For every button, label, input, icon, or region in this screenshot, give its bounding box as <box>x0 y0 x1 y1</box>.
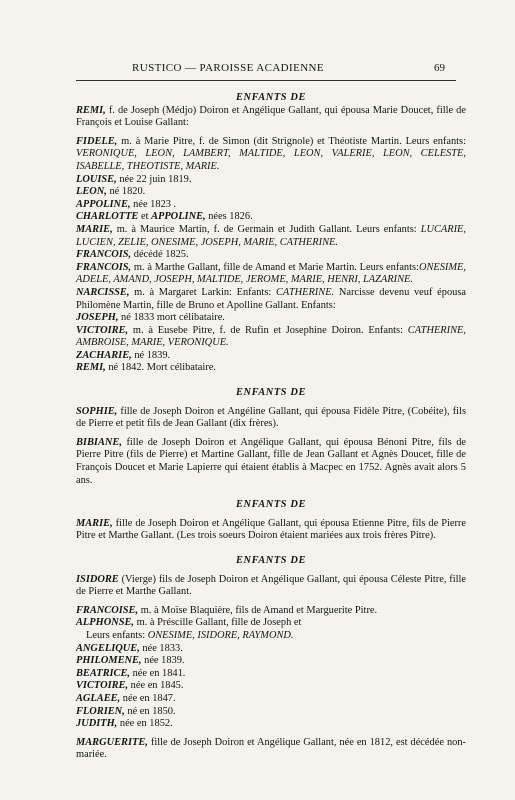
entry-text: fille de Joseph Doiron et Angélique Gallant, qui épousa Bénoni Pitre, fils de Pierre Pitre (fils de Pierre) et Martine Gallant, fille de Jean Gallant et Agnès Doucet, fille de François Doucet et Marie Lapierre qui étaient établis à Macpec en 1752. Agnès avait alors 5 ans. <box>76 436 466 486</box>
entry-name: VICTOIRE, <box>76 680 129 692</box>
entry-marie <box>76 224 466 249</box>
entry-philomene <box>76 655 466 668</box>
entry-name: REMI, <box>76 362 106 374</box>
spacer <box>76 375 466 387</box>
entry-name: CHARLOTTE <box>76 211 139 223</box>
entry-text: né en 1850. <box>124 705 176 717</box>
entry-marie-2 <box>76 518 466 543</box>
entry-name: APPOLINE, <box>151 211 206 223</box>
entry-text: et <box>138 211 152 223</box>
entry-fidele <box>76 136 466 174</box>
entry-text: née en 1847. <box>120 692 176 704</box>
entry-marguerite <box>76 737 466 762</box>
entry-text: m. à Maurice Martin, f. de Germain et Judith Gallant. Leurs enfants: <box>112 223 421 235</box>
entry-name: ZACHARIE, <box>76 349 132 361</box>
entry-text: né 1833 mort célibataire. <box>118 312 225 324</box>
entry-victoire <box>76 325 466 350</box>
entry-text: née en 1845. <box>128 680 184 692</box>
header-rule <box>76 80 456 81</box>
children-list: CATHERINE, AMBROISE, MARIE, VERONIQUE. <box>76 324 466 349</box>
running-title: RUSTICO — PAROISSE ACADIENNE <box>132 62 325 74</box>
section-heading: ENFANTS DE <box>235 499 306 511</box>
section-heading: ENFANTS DE <box>235 92 306 103</box>
entry-alphonse-children <box>76 630 466 643</box>
entry-text: (Vierge) fils de Joseph Doiron et Angélique Gallant, qui épousa Céleste Pitre, fille de Pierre et Marthe Gallant. <box>76 573 466 598</box>
entry-text: m. à Margaret Larkin: Enfants: <box>129 286 276 298</box>
entry-text: née en 1852. <box>117 718 173 730</box>
entry-leon <box>76 186 466 199</box>
spacer <box>76 543 466 555</box>
entry-francois-2 <box>76 262 466 287</box>
entry-name: ISIDORE <box>76 573 119 585</box>
entry-bibiane <box>76 437 466 487</box>
entry-name: NARCISSE, <box>76 286 130 298</box>
children-list: VERONIQUE, LEON, LAMBERT, MALTIDE, LEON, VALERIE, LEON, CELESTE, ISABELLE, THEOTISTE, MARIE. <box>76 148 466 172</box>
entry-judith <box>76 718 466 731</box>
entry-name: VICTOIRE, <box>76 324 129 336</box>
entry-francoise <box>76 605 466 618</box>
entry-text: m. à Marthe Gallant, fille de Amand et Marie Martin. Leurs enfants: <box>131 261 419 273</box>
entry-text: né 1839. <box>131 349 171 361</box>
entry-name: REMI, <box>76 104 106 116</box>
entry-remi <box>76 105 466 130</box>
entry-isidore <box>76 574 466 599</box>
entry-beatrice <box>76 668 466 681</box>
entry-name: LOUISE, <box>76 173 117 185</box>
entry-text: m. à Préscille Gallant, fille de Joseph et <box>134 617 302 629</box>
entry-text: née en 1841. <box>130 667 186 679</box>
entry-name: APPOLINE, <box>76 198 131 210</box>
entry-text: fille de Joseph Doiron et Angélique Gallant, qui épousa Etienne Pitre, fils de Pierre Pitre et Marthe Gallant. (Les trois soeurs Doiron étaient mariées aux trois frères Pitre). <box>76 517 466 542</box>
page-body <box>76 92 466 762</box>
entry-aglaee <box>76 693 466 706</box>
entry-text: Leurs enfants: <box>86 629 148 641</box>
entry-name: FRANCOISE, <box>76 604 139 616</box>
entry-name: JUDITH, <box>76 718 118 730</box>
entry-text: née 1823 . <box>130 198 177 210</box>
entry-name: FIDELE, <box>76 135 118 147</box>
entry-louise <box>76 174 466 187</box>
entry-text: m. à Marie Pitre, f. de Simon (dit Strignole) et Théotiste Martin. Leurs enfants: <box>117 135 466 147</box>
entry-name: MARIE, <box>76 517 113 529</box>
entry-name: JOSEPH, <box>76 312 119 324</box>
section-heading: ENFANTS DE <box>235 387 306 399</box>
entry-victoire-2 <box>76 680 466 693</box>
page-number: 69 <box>434 62 445 74</box>
entry-charlotte <box>76 211 466 224</box>
entry-name: MARIE, <box>76 223 113 235</box>
entry-name: SOPHIE, <box>76 405 118 417</box>
entry-text: Narcisse devenu veuf épousa Philomène Martin, fille de Bruno et Apolline Gallant. Enfants: <box>76 286 466 311</box>
children-list: ONESIME, ADELE, AMAND, JOSEPH, MALTIDE, JEROME, MARIE, HENRI, LAZARINE. <box>76 261 466 286</box>
entry-text: né 1842. Mort célibataire. <box>105 362 216 374</box>
entry-name: FRANCOIS, <box>76 261 132 273</box>
section-heading: ENFANTS DE <box>235 555 306 566</box>
entry-appoline <box>76 199 466 212</box>
entry-francois-1 <box>76 249 466 262</box>
entry-text: nées 1826. <box>205 211 253 223</box>
entry-name: ANGELIQUE, <box>76 642 140 654</box>
entry-angelique <box>76 643 466 656</box>
entry-zacharie <box>76 350 466 363</box>
entry-text: née 1833. <box>139 642 183 654</box>
children-list: LUCARIE, LUCIEN, ZELIE, ONESIME, JOSEPH, MARIE, CATHERINE. <box>76 223 466 248</box>
entry-name: BEATRICE, <box>76 667 130 679</box>
entry-narcisse <box>76 287 466 312</box>
entry-joseph <box>76 312 466 325</box>
entry-text: f. de Joseph (Médjo) Doiron et Angélique Gallant, qui épousa Marie Doucet, fille de François et Louise Gallant: <box>76 104 466 129</box>
running-header <box>0 62 515 76</box>
entry-text: décédé 1825. <box>131 249 189 261</box>
entry-name: FRANCOIS, <box>76 249 132 261</box>
entry-alphonse <box>76 617 466 630</box>
entry-text: fille de Joseph Doiron et Angéline Gallant, qui épousa Fidèle Pitre, (Cobéite), fils de Pierre et petit fils de Jean Gallant (dix frères). <box>76 405 466 430</box>
spacer <box>76 487 466 499</box>
entry-text: fille de Joseph Doiron et Angélique Gallant, née en 1812, est décédée non-mariée. <box>76 736 466 761</box>
entry-name: FLORIEN, <box>76 705 125 717</box>
entry-name: BIBIANE, <box>76 436 122 448</box>
entry-name: PHILOMENE, <box>76 655 142 667</box>
entry-text: née 1839. <box>141 655 185 667</box>
children-list: ONESIME, ISIDORE, RAYMOND. <box>147 629 294 641</box>
entry-name: ALPHONSE, <box>76 617 135 629</box>
entry-florien <box>76 706 466 719</box>
entry-text: m. à Eusebe Pitre, f. de Rufin et Josephine Doiron. Enfants: <box>128 324 408 336</box>
entry-name: LEON, <box>76 186 107 198</box>
entry-sophie <box>76 406 466 431</box>
entry-text: m. à Moïse Blaquière, fils de Amand et Marguerite Pitre. <box>138 604 378 616</box>
entry-text: né 1820. <box>106 186 146 198</box>
entry-name: MARGUERITE, <box>76 736 148 748</box>
entry-text: née 22 juin 1819. <box>116 173 192 185</box>
children-list: CATHERINE. <box>275 286 335 298</box>
entry-remi-2 <box>76 362 466 375</box>
entry-name: AGLAEE, <box>76 692 121 704</box>
